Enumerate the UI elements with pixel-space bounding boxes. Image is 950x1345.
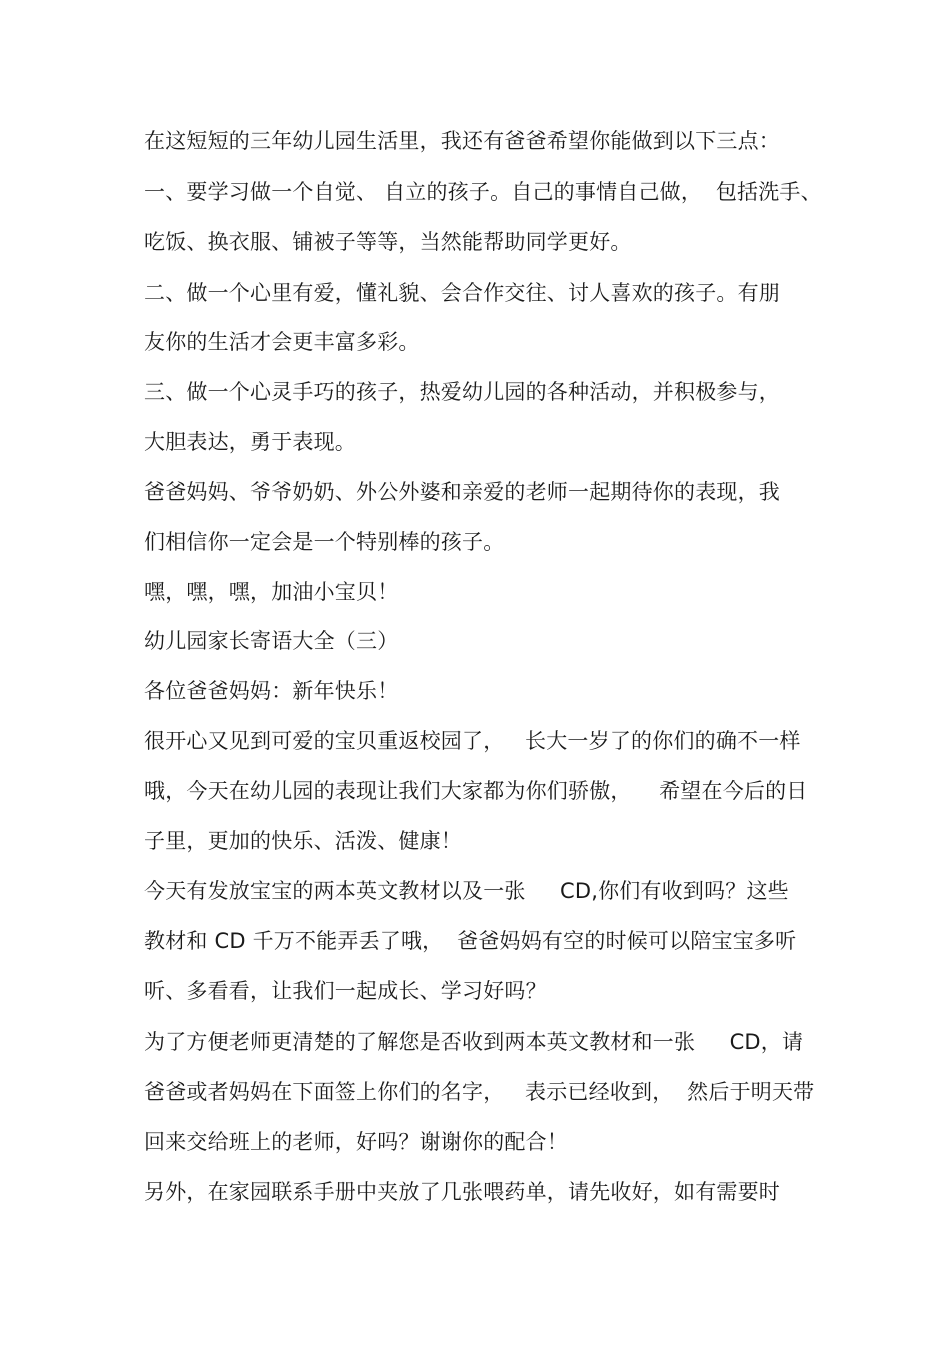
text-line: 子里，更加的快乐、活泼、健康！ [144,829,462,853]
text-line: 三、做一个心灵手巧的孩子，热爱幼儿园的各种活动，并积极参与， [144,380,780,404]
text-line: 各位爸爸妈妈：新年快乐！ [144,679,399,703]
text-line: 大胆表达，勇于表现。 [144,430,356,454]
text-line: 一、要学习做一个自觉、 自立的孩子。自己的事情自己做， 包括洗手、 [144,180,822,204]
text-line: 听、多看看，让我们一起成长、学习好吗？ [144,979,547,1003]
text-line: 友你的生活才会更丰富多彩。 [144,330,420,354]
text-line: 在这短短的三年幼儿园生活里，我还有爸爸希望你能做到以下三点： [144,129,780,153]
text-line: 二、做一个心里有爱，懂礼貌、会合作交往、讨人喜欢的孩子。有朋 [144,281,780,305]
text-line: 爸爸或者妈妈在下面签上你们的名字， 表示已经收到， 然后于明天带 [144,1080,815,1104]
text-line: 很开心又见到可爱的宝贝重返校园了， 长大一岁了的你们的确不一样 [144,729,801,753]
section-heading: 幼儿园家长寄语大全（三） [144,629,399,653]
text-line: 回来交给班上的老师，好吗？谢谢你的配合！ [144,1130,568,1154]
text-line: 爸爸妈妈、爷爷奶奶、外公外婆和亲爱的老师一起期待你的表现，我 [144,480,780,504]
text-line: 另外，在家园联系手册中夹放了几张喂药单，请先收好，如有需要时 [144,1180,780,1204]
text-line: 为了方便老师更清楚的了解您是否收到两本英文教材和一张 CD，请 [144,1030,804,1054]
text-line: 今天有发放宝宝的两本英文教材以及一张 CD,你们有收到吗？这些 [144,879,789,903]
text-line: 哦，今天在幼儿园的表现让我们大家都为你们骄傲， 希望在今后的日 [144,779,808,803]
text-line: 吃饭、换衣服、铺被子等等，当然能帮助同学更好。 [144,230,632,254]
text-line: 们相信你一定会是一个特别棒的孩子。 [144,530,505,554]
text-line: 嘿，嘿，嘿，加油小宝贝！ [144,580,399,604]
text-line: 教材和 CD 千万不能弄丢了哦， 爸爸妈妈有空的时候可以陪宝宝多听 [144,929,797,953]
